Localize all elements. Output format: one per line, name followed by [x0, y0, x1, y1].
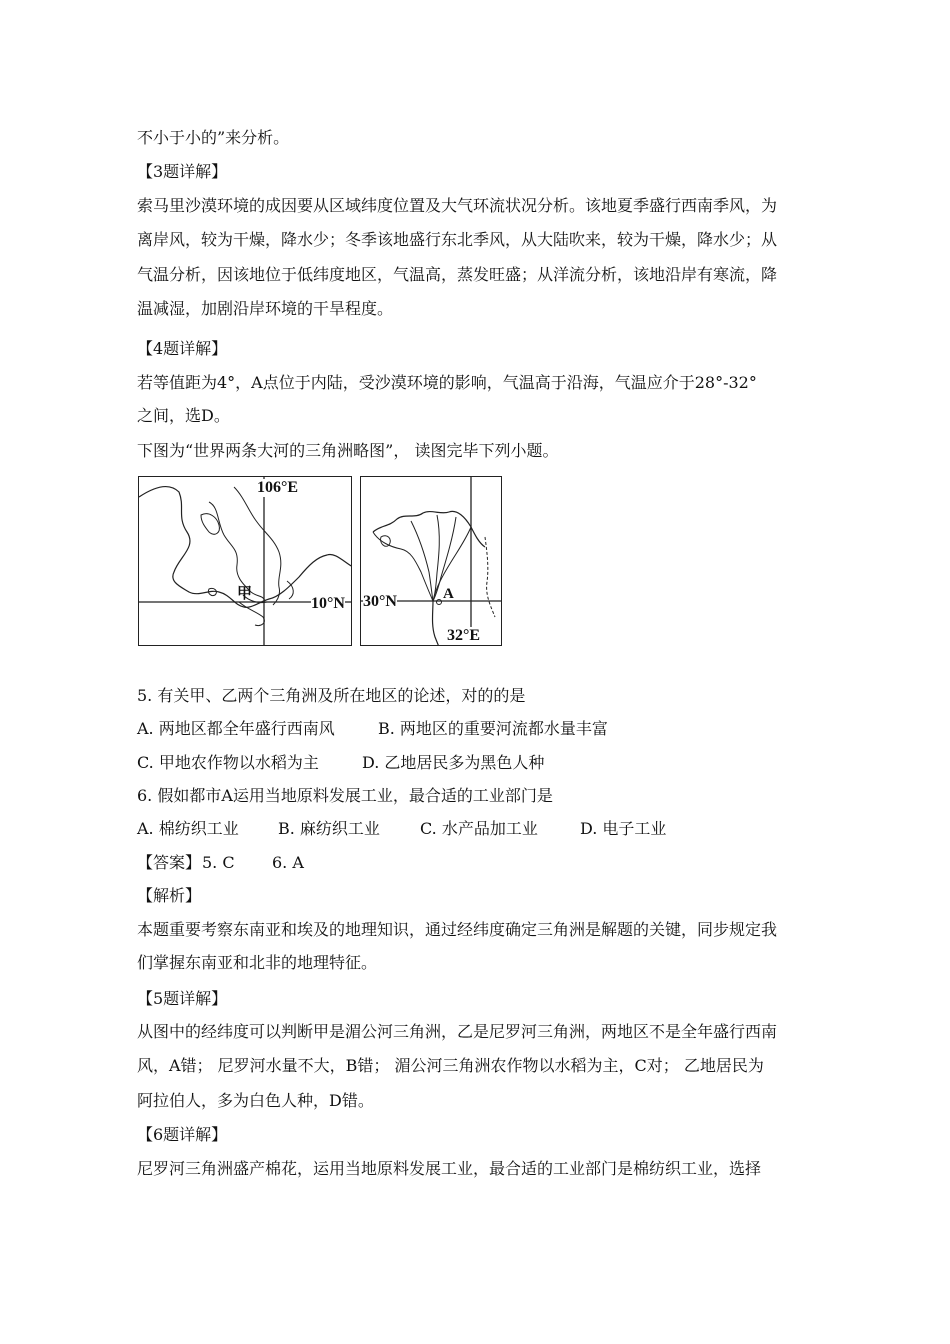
- q6-option-b: B. 麻纺织工业: [278, 819, 380, 838]
- map-mekong-delta: [138, 476, 352, 646]
- city-label-a: A: [443, 586, 454, 602]
- text-line: 阿拉伯人，多为白色人种，D错。: [137, 1091, 374, 1110]
- q4-heading: 【4题详解】: [137, 339, 228, 358]
- text-line: 离岸风，较为干燥，降水少；冬季该地盛行东北季风，从大陆吹来，较为干燥，降水少；从: [137, 230, 778, 249]
- q5-option-a: A. 两地区都全年盛行西南风: [137, 719, 335, 738]
- text-line: 从图中的经纬度可以判断甲是湄公河三角洲，乙是尼罗河三角洲，两地区不是全年盛行西南: [137, 1022, 778, 1041]
- question-6-stem: 6. 假如都市A运用当地原料发展工业，最合适的工业部门是: [137, 786, 553, 805]
- q5-detail-heading: 【5题详解】: [137, 989, 228, 1008]
- text-line: 风，A错； 尼罗河水量不大，B错； 湄公河三角洲农作物以水稻为主，C对； 乙地居民为: [137, 1056, 764, 1075]
- question-5-stem: 5. 有关甲、乙两个三角洲及所在地区的论述，对的的是: [137, 686, 526, 705]
- answer-label: 【答案】: [137, 853, 202, 872]
- text-line: 若等值距为4°，A点位于内陆，受沙漠环境的影响，气温高于沿海，气温应介于28°-32°: [137, 373, 757, 392]
- longitude-label: 106°E: [257, 479, 299, 496]
- text-line: 温减湿，加剧沿岸环境的干旱程度。: [137, 299, 394, 318]
- q6-detail-heading: 【6题详解】: [137, 1125, 228, 1144]
- region-label-jia: 甲: [237, 586, 253, 602]
- text-line: 索马里沙漠环境的成因要从区域纬度位置及大气环流状况分析。该地夏季盛行西南季风，为: [137, 196, 778, 215]
- map-mekong-drawing: [139, 477, 352, 646]
- text-line: 气温分析，因该地位于低纬度地区，气温高，蒸发旺盛；从洋流分析，该地沿岸有寒流，降: [137, 265, 778, 284]
- latitude-label: 30°N: [363, 593, 397, 610]
- q6-option-a: A. 棉纺织工业: [137, 819, 239, 838]
- q5-option-b: B. 两地区的重要河流都水量丰富: [378, 719, 608, 738]
- q5-option-c: C. 甲地农作物以水稻为主: [137, 753, 319, 772]
- latitude-label: 10°N: [311, 595, 345, 612]
- q6-option-c: C. 水产品加工业: [420, 819, 538, 838]
- text-line: 尼罗河三角洲盛产棉花，运用当地原料发展工业，最合适的工业部门是棉纺织工业，选择: [137, 1159, 762, 1178]
- map-nile-drawing: [361, 477, 502, 646]
- text-line: 本题重要考察东南亚和埃及的地理知识，通过经纬度确定三角洲是解题的关键，同步规定我: [137, 920, 778, 939]
- answer-5: 5. C: [202, 853, 235, 872]
- text-line: 之间，选D。: [137, 406, 230, 425]
- analysis-heading: 【解析】: [137, 886, 202, 905]
- q6-option-d: D. 电子工业: [580, 819, 667, 838]
- map-nile-delta: [360, 476, 502, 646]
- text-line: 不小于小的”来分析。: [137, 128, 290, 147]
- figure-intro: 下图为“世界两条大河的三角洲略图”， 读图完毕下列小题。: [137, 441, 559, 460]
- q5-option-d: D. 乙地居民多为黑色人种: [362, 753, 545, 772]
- answer-6: 6. A: [272, 853, 304, 872]
- longitude-label: 32°E: [447, 627, 481, 644]
- q3-heading: 【3题详解】: [137, 162, 228, 181]
- text-line: 们掌握东南亚和北非的地理特征。: [137, 953, 378, 972]
